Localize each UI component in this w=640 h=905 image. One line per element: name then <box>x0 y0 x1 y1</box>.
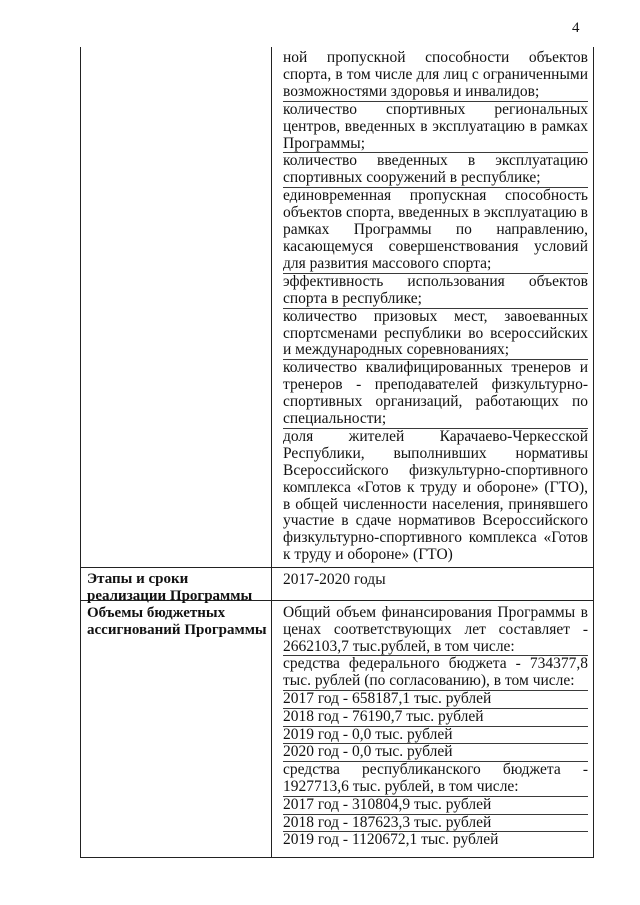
stages-label: Этапы и сроки реализации Программы <box>87 571 253 604</box>
federal-year: 2018 год - 76190,7 тыс. рублей <box>283 709 588 727</box>
indicator-item: ной пропускной способности объектов спорта, в том числе для лиц с ограниченными возможностями здоровья и инвалидов; <box>283 49 588 100</box>
indicator-item: эффективность использования объектов спорта в республике; <box>283 272 588 307</box>
stages-value: 2017-2020 годы <box>283 571 386 588</box>
republic-budget: средства республиканского бюджета - 1927713,6 тыс. рублей, в том числе: <box>283 761 588 795</box>
federal-year: 2017 год - 658187,1 тыс. рублей <box>283 691 588 709</box>
funding-label: Объемы бюджетных ассигнований Программы <box>87 605 267 638</box>
republic-year: 2018 год - 187623,3 тыс. рублей <box>283 815 588 833</box>
page-number: 4 <box>572 20 580 36</box>
federal-budget: средства федерального бюджета - 734377,8 тыс. рублей (по согласованию), в том числе: <box>283 655 588 690</box>
republic-year: 2017 год - 310804,9 тыс. рублей <box>283 797 588 815</box>
program-passport-table <box>80 47 594 858</box>
federal-year: 2019 год - 0,0 тыс. рублей <box>283 727 588 745</box>
indicator-item: количество призовых мест, завоеванных спортсменами республики во всероссийских и международных соревнованиях; <box>283 307 588 359</box>
indicator-item: доля жителей Карачаево-Черкесской Республики, выполнивших нормативы Всероссийского физкультурно-спортивного комплекса «Готов к труду и обороне» (ГТО), в общей численности населения, принявшего участие в сдаче нормативов Всероссийского физкультурно-спортивного комплекса «Готов к труду и обороне» (ГТО) <box>283 427 588 564</box>
funding-details <box>283 605 588 849</box>
column-divider <box>271 47 272 857</box>
federal-year: 2020 год - 0,0 тыс. рублей <box>283 744 588 762</box>
indicator-item: количество введенных в эксплуатацию спортивных сооружений в республике; <box>283 152 588 187</box>
funding-total: Общий объем финансирования Программы в ценах соответствующих лет составляет - 2662103,7 тыс.рублей, в том числе: <box>283 604 588 655</box>
republic-year: 2019 год - 1120672,1 тыс. рублей <box>283 831 499 849</box>
indicators-list <box>283 50 588 564</box>
indicator-item: единовременная пропускная способность объектов спорта, введенных в эксплуатацию в рамках Программы по направлению, касающемуся совершенствования условий для развития массового спорта; <box>283 187 588 272</box>
indicator-item: количество квалифицированных тренеров и тренеров - преподавателей физкультурно-спортивных организаций, работающих по специальности; <box>283 359 588 428</box>
indicator-item: количество спортивных региональных центров, введенных в эксплуатацию в рамках Программы; <box>283 100 588 152</box>
row-divider <box>81 567 593 568</box>
